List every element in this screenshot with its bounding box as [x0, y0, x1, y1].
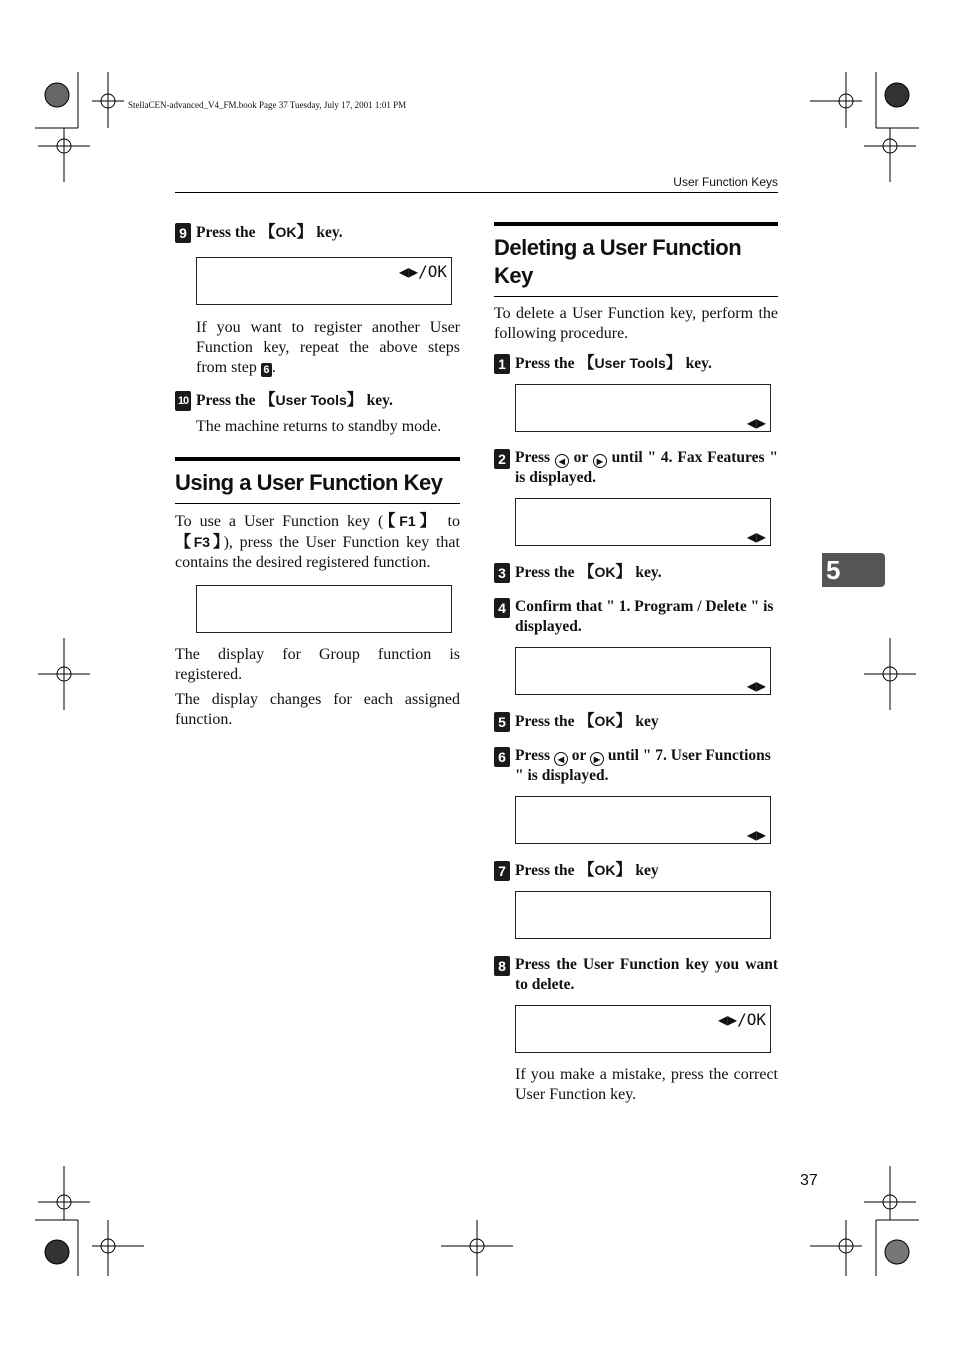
arrows-icon: ◀▶ [746, 825, 766, 844]
note-paragraph: If you want to register another User Function key, repeat the above steps from step 6 . [196, 319, 460, 376]
step-6 [494, 746, 778, 786]
lcd-display [196, 585, 452, 633]
step-8 [494, 955, 778, 995]
step-4 [494, 597, 778, 637]
step-10 [175, 390, 460, 411]
step-text: Press the 【OK】 key [515, 862, 659, 879]
right-column [494, 222, 778, 1105]
f3-key: 【F3】 [175, 534, 224, 551]
step-text: Press the 【User Tools】 key. [196, 392, 393, 409]
lcd-display [515, 796, 771, 844]
step-2 [494, 448, 778, 488]
step-9 [175, 222, 460, 243]
ok-key: 【OK】 [578, 564, 632, 581]
step-number: 2 [494, 449, 510, 469]
step-number: 5 [494, 712, 510, 732]
step-ref: 6 [261, 363, 272, 377]
step-1 [494, 353, 778, 374]
step-3 [494, 562, 778, 583]
step-text: Press the 【OK】 key [515, 713, 659, 730]
lcd-display [515, 891, 771, 939]
ok-key: 【OK】 [259, 224, 313, 241]
step-number: 8 [494, 956, 510, 976]
step-number: 1 [494, 354, 510, 374]
arrows-icon: ◀▶/OK [717, 1010, 766, 1029]
lcd-display [515, 1005, 771, 1053]
step-text: Press the 【OK】 key. [515, 564, 662, 581]
page-number: 37 [800, 1172, 818, 1189]
intro-paragraph: To use a User Function key (【F1】 to 【F3】), press the User Function key that contains the desired registered function. [175, 513, 460, 571]
step-text: Confirm that " 1. Program / Delete " is displayed. [515, 598, 774, 635]
step-text: Press ◀ or ▶ until " 7. User Functions " is displayed. [515, 747, 771, 784]
lcd-display [515, 498, 771, 546]
paragraph: The display changes for each assigned function. [175, 691, 460, 728]
step-number: 4 [494, 598, 510, 618]
ok-key: 【OK】 [578, 862, 632, 879]
book-info: StellaCEN-advanced_V4_FM.book Page 37 Tuesday, July 17, 2001 1:01 PM [128, 100, 407, 110]
lcd-display [515, 384, 771, 432]
step-text: Press ◀ or ▶ until " 4. Fax Features " is displayed. [515, 449, 778, 486]
running-header: User Function Keys [673, 175, 778, 189]
lcd-display [515, 647, 771, 695]
arrows-icon: ◀▶/OK [398, 262, 447, 281]
user-tools-key: 【User Tools】 [578, 355, 682, 372]
left-column [175, 222, 460, 730]
chapter-tab: 5 [822, 553, 885, 587]
arrows-icon: ◀▶ [746, 527, 766, 546]
header-rule [175, 192, 778, 193]
arrows-icon: ◀▶ [746, 676, 766, 695]
step-text: Press the 【User Tools】 key. [515, 355, 712, 372]
step-number: 7 [494, 861, 510, 881]
section-title: Using a User Function Key [175, 461, 460, 504]
right-arrow-key-icon: ▶ [593, 454, 607, 468]
lcd-display [196, 257, 452, 305]
section-title: Deleting a User Function Key [494, 226, 778, 297]
intro-paragraph: To delete a User Function key, perform the following procedure. [494, 305, 778, 342]
step-7 [494, 860, 778, 881]
paragraph: The display for Group function is registered. [175, 646, 460, 683]
step-5 [494, 711, 778, 732]
note-paragraph: The machine returns to standby mode. [196, 418, 442, 435]
note-paragraph: If you make a mistake, press the correct User Function key. [515, 1066, 778, 1103]
user-tools-key: 【User Tools】 [259, 392, 363, 409]
ok-key: 【OK】 [578, 713, 632, 730]
left-arrow-key-icon: ◀ [554, 752, 568, 766]
step-number: 3 [494, 563, 510, 583]
step-number: 10 [175, 391, 191, 411]
step-number: 9 [175, 223, 191, 243]
step-text: Press the User Function key you want to delete. [515, 956, 778, 993]
step-text: Press the 【OK】 key. [196, 224, 343, 241]
arrows-icon: ◀▶ [746, 413, 766, 432]
right-arrow-key-icon: ▶ [590, 752, 604, 766]
f1-key: 【F1】 [383, 513, 440, 530]
left-arrow-key-icon: ◀ [555, 454, 569, 468]
step-number: 6 [494, 747, 510, 767]
